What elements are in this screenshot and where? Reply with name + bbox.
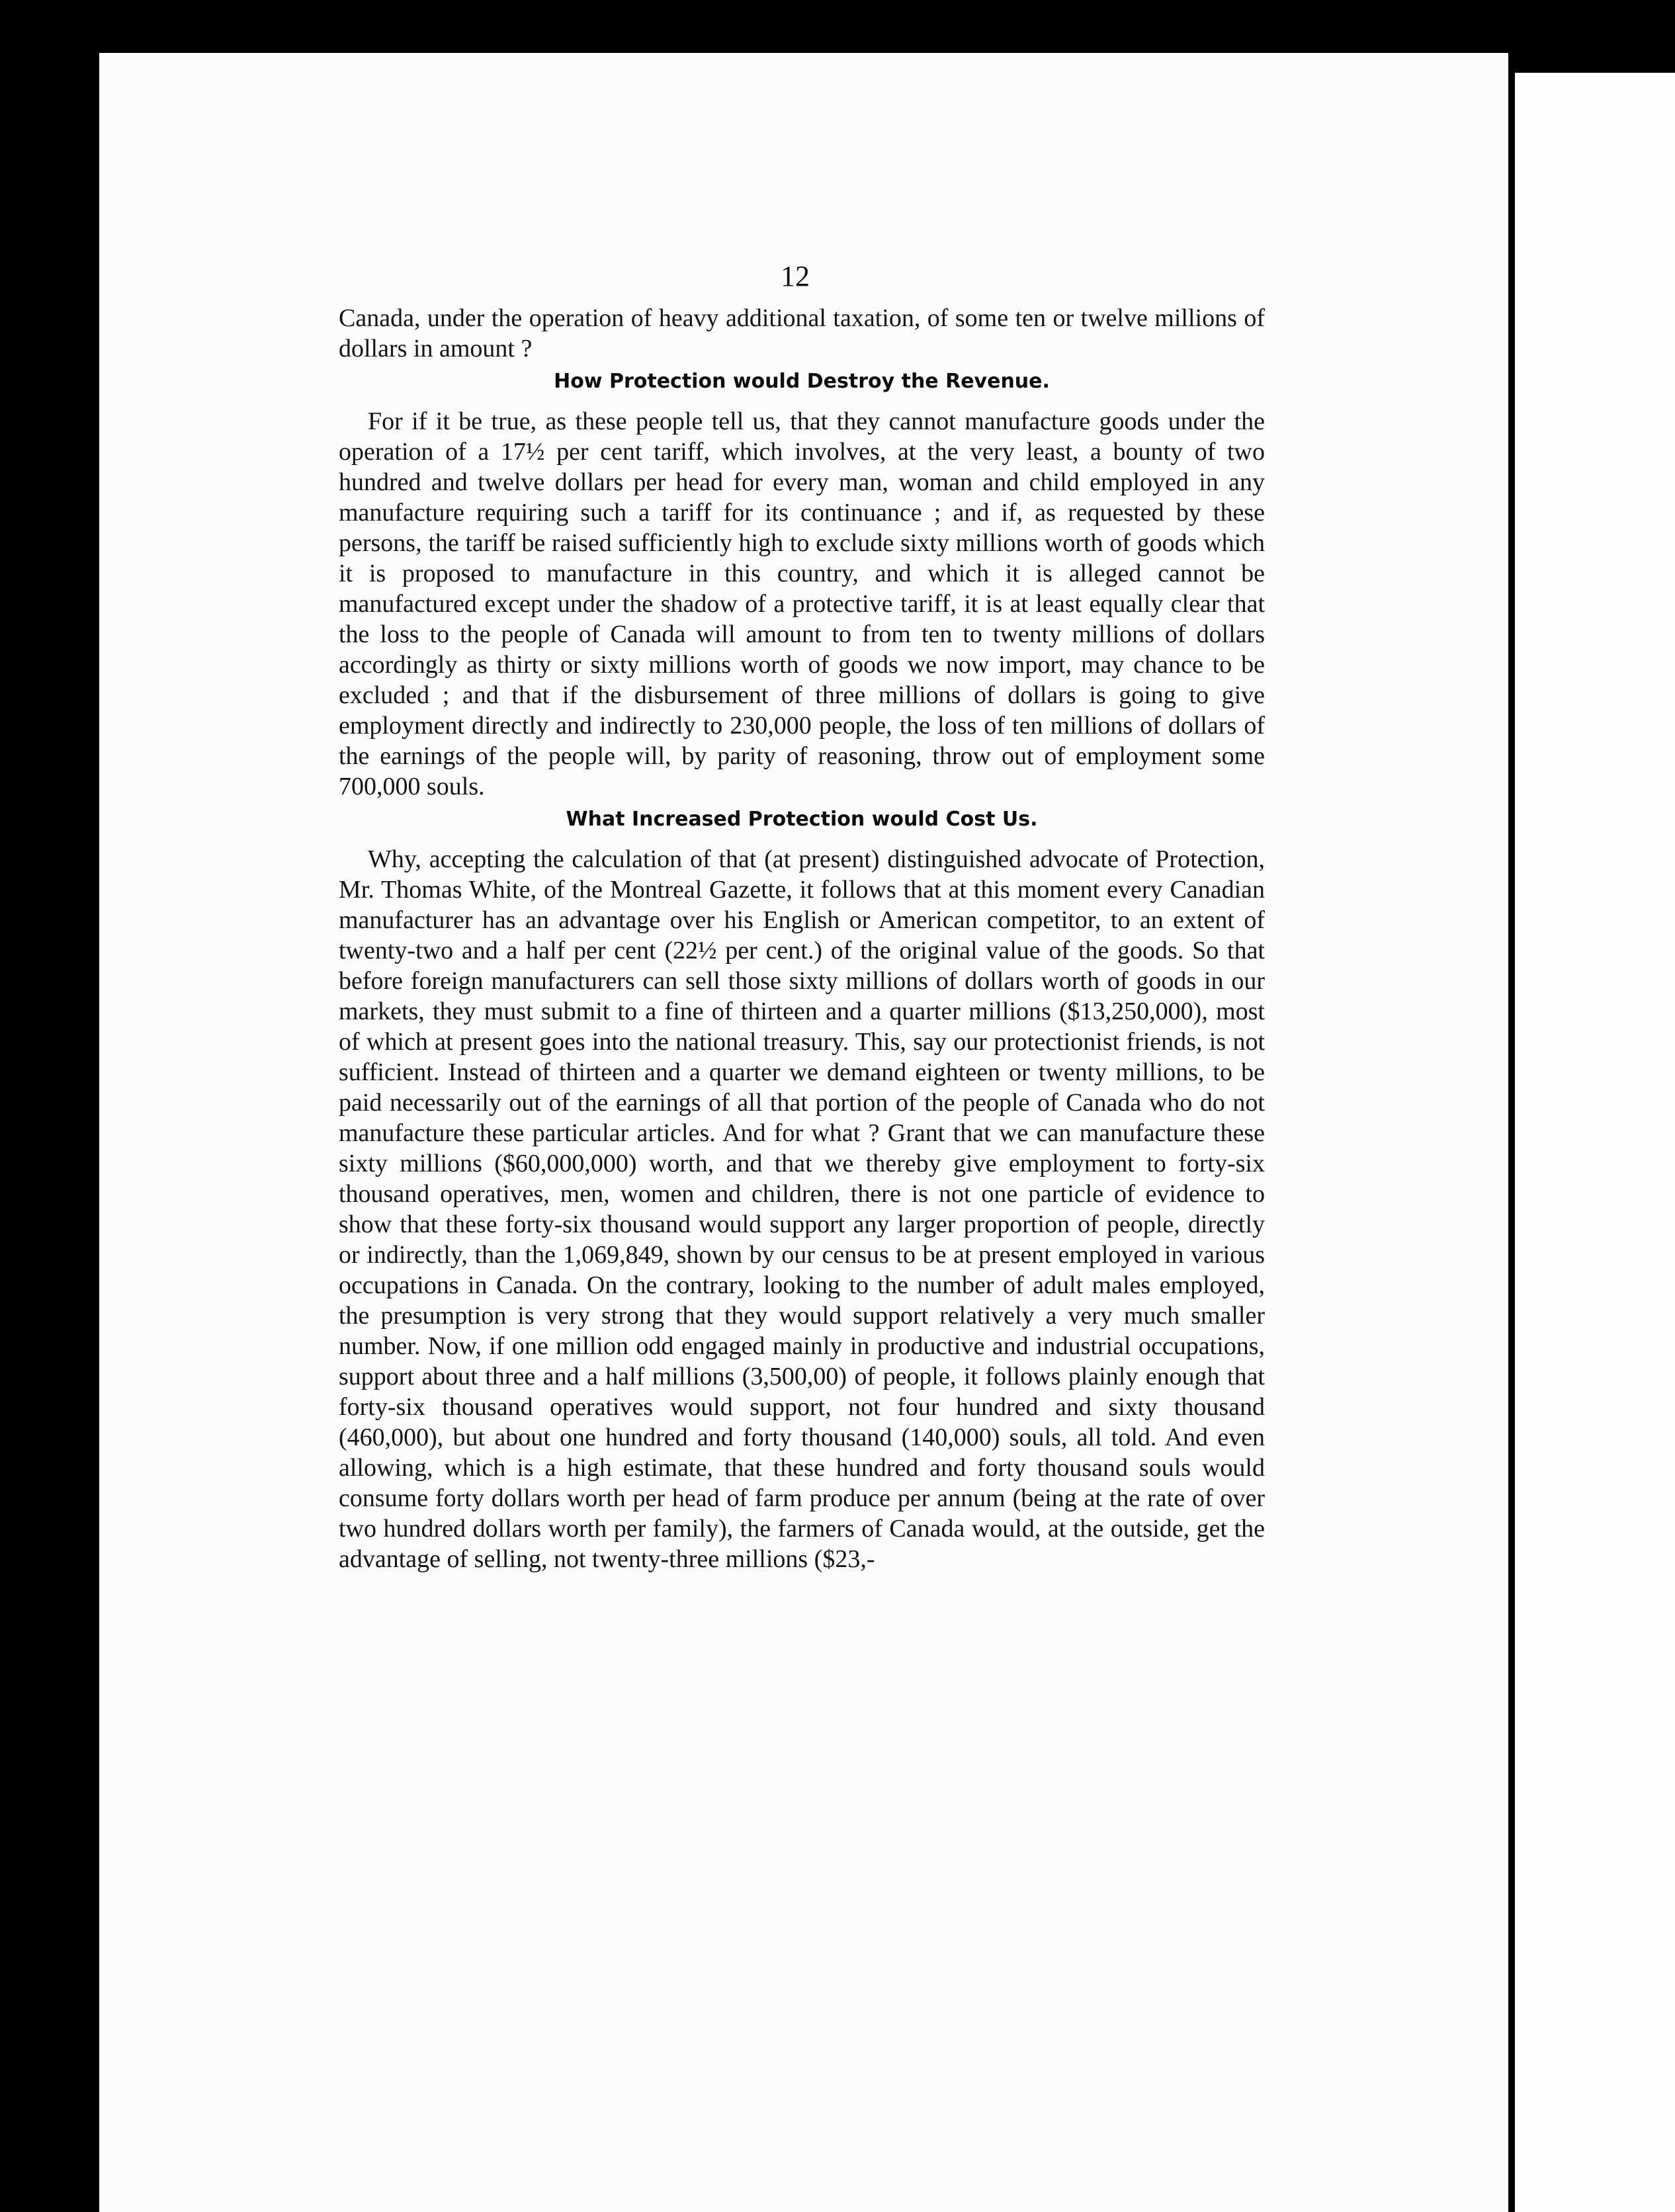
- page-number: 12: [781, 260, 810, 292]
- paragraph-continuation: Canada, under the operation of heavy additional taxation, of some ten or twelve millions of dollars in amount ?: [339, 304, 1265, 362]
- section-heading-revenue: How Protection would Destroy the Revenue.: [554, 370, 1050, 393]
- right-page-edge: [1515, 73, 1675, 2212]
- paragraph-revenue: For if it be true, as these people tell us, that they cannot manufacture goods under the operation of a 17½ per cent tariff, which involves, at the very least, a bounty of two hundred and twelve dollars per head for every man, woman and child employed in any manufacture requiring such a tariff for its continuance ; and if, as requested by these persons, the tariff be raised sufficiently high to exclude sixty millions worth of goods which it is proposed to manufacture in this country, and which it is alleged cannot be manufactured except under the shadow of a protective tariff, it is at least equally clear that the loss to the people of Canada will amount to from ten to twenty millions of dollars accordingly as thirty or sixty millions worth of goods we now import, may chance to be excluded ; and that if the disbursement of three millions of dollars is going to give employment directly and indirectly to 230,000 people, the loss of ten millions of dollars of the earnings of the people will, by parity of reasoning, throw out of employment some 700,000 souls.: [339, 407, 1265, 800]
- text-column: [339, 303, 1265, 1574]
- section-heading-cost: What Increased Protection would Cost Us.: [566, 808, 1038, 831]
- paragraph-cost: Why, accepting the calculation of that (at present) distinguished advocate of Protection, Mr. Thomas White, of the Montreal Gazette, it follows that at this moment every Canadian manufacturer has an advantage over his English or American competitor, to an extent of twenty-two and a half per cent (22½ per cent.) of the original value of the goods. So that before foreign manufacturers can sell those sixty millions of dollars worth of goods in our markets, they must submit to a fine of thirteen and a quarter millions ($13,250,000), most of which at present goes into the national treasury. This, say our protectionist friends, is not sufficient. Instead of thirteen and a quarter we demand eighteen or twenty millions, to be paid necessarily out of the earnings of all that portion of the people of Canada who do not manufacture these particular articles. And for what ? Grant that we can manufacture these sixty millions ($60,000,000) worth, and that we thereby give employment to forty-six thousand operatives, men, women and children, there is not one particle of evidence to show that these forty-six thousand would support any larger proportion of people, directly or indirectly, than the 1,069,849, shown by our census to be at present employed in various occupations in Canada. On the contrary, looking to the number of adult males employed, the presumption is very strong that they would support relatively a very much smaller number. Now, if one million odd engaged mainly in productive and industrial occupations, support about three and a half millions (3,500,00) of people, it follows plainly enough that forty-six thousand operatives would support, not four hundred and sixty thousand (460,000), but about one hundred and forty thousand (140,000) souls, all told. And even allowing, which is a high estimate, that these hundred and forty thousand souls would consume forty dollars worth per head of farm produce per annum (being at the rate of over two hundred dollars worth per family), the farmers of Canada would, at the outside, get the advantage of selling, not twenty-three millions ($23,-: [339, 845, 1265, 1573]
